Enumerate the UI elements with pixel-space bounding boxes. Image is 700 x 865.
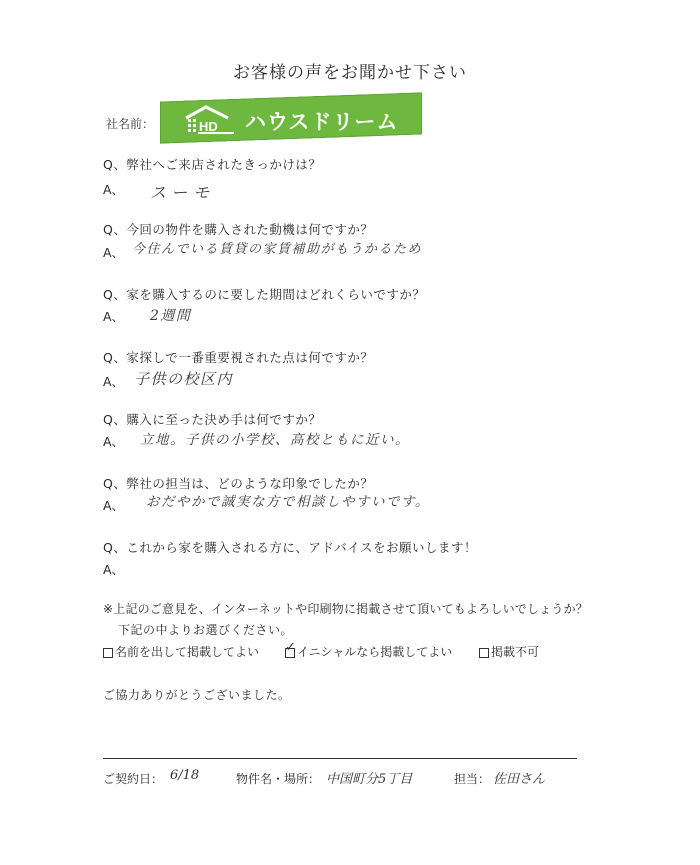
option-name-ok-label: 名前を出して掲載してよい bbox=[115, 645, 260, 659]
contract-date-value: 6/18 bbox=[170, 768, 200, 783]
question-1: Q、弊社へご来店されたきっかけは？ bbox=[103, 157, 322, 172]
answer-2-label: A、 bbox=[103, 245, 125, 260]
consent-instruction: 下記の中よりお選びください。 bbox=[118, 623, 294, 637]
answer-5-label: A、 bbox=[103, 434, 125, 449]
check-mark-icon: ✓ bbox=[285, 639, 296, 655]
option-not-allowed[interactable] bbox=[479, 643, 539, 660]
question-7: Q、これから家を購入される方に、アドバイスをお願いします！ bbox=[103, 540, 477, 555]
answer-1: スーモ bbox=[150, 183, 216, 202]
question-2: Q、今回の物件を購入された動機は何ですか？ bbox=[103, 222, 374, 237]
answer-3: 2週間 bbox=[150, 308, 192, 324]
consent-question: ※上記のご意見を、インターネットや印刷物に掲載させて頂いてもよろしいでしょうか？ bbox=[103, 602, 588, 616]
company-name-label: 社名前： bbox=[106, 117, 155, 131]
property-label: 物件名・場所： bbox=[236, 772, 321, 786]
option-name-ok[interactable] bbox=[103, 643, 259, 660]
footer-divider bbox=[103, 758, 577, 759]
option-not-allowed-label: 掲載不可 bbox=[491, 645, 540, 659]
staff-value: 佐田さん bbox=[493, 772, 546, 787]
option-initial-ok[interactable] bbox=[285, 639, 453, 660]
option-name-ok-checkbox[interactable] bbox=[103, 648, 113, 658]
option-initial-ok-label: イニシャルなら掲載してよい bbox=[297, 645, 453, 659]
question-6: Q、弊社の担当は、どのような印象でしたか？ bbox=[103, 476, 374, 491]
question-5: Q、購入に至った決め手は何ですか？ bbox=[103, 412, 322, 427]
answer-6: おだやかで誠実な方で相談しやすいです。 bbox=[146, 494, 430, 510]
option-not-allowed-checkbox[interactable] bbox=[479, 648, 489, 658]
question-4: Q、家探しで一番重要視された点は何ですか？ bbox=[103, 350, 374, 365]
brand-name: ハウスドリーム bbox=[245, 110, 399, 134]
page-title: お客様の声をお聞かせ下さい bbox=[233, 63, 467, 83]
answer-4-label: A、 bbox=[103, 374, 125, 389]
answer-2: 今住んでいる賃貸の家賃補助がもうかるため bbox=[132, 242, 423, 257]
logo-letters: HD bbox=[199, 119, 218, 134]
property-value: 中国町分5丁目 bbox=[326, 772, 413, 787]
answer-1-label: A、 bbox=[103, 182, 125, 197]
option-initial-ok-checkbox[interactable] bbox=[285, 639, 296, 658]
thanks-message: ご協力ありがとうございました。 bbox=[103, 688, 291, 702]
question-3: Q、家を購入するのに要した期間はどれくらいですか？ bbox=[103, 287, 426, 302]
staff-label: 担当： bbox=[454, 772, 491, 786]
answer-4: 子供の校区内 bbox=[134, 370, 234, 388]
answer-3-label: A、 bbox=[103, 309, 125, 324]
answer-6-label: A、 bbox=[103, 498, 125, 513]
answer-7-label: A、 bbox=[103, 562, 125, 577]
answer-5: 立地。子供の小学校、高校ともに近い。 bbox=[140, 432, 410, 448]
contract-date-label: ご契約日： bbox=[103, 772, 164, 786]
house-logo-icon bbox=[184, 104, 236, 134]
